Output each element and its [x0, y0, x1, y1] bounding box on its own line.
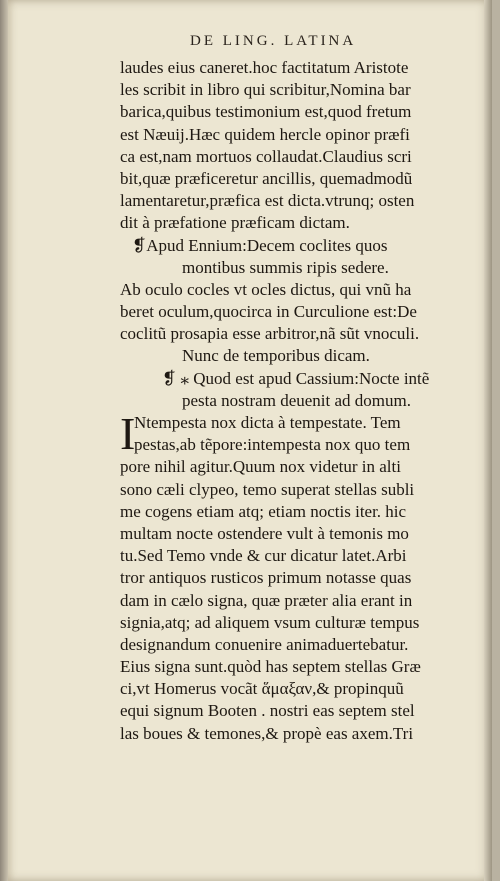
page-left-edge [0, 0, 8, 881]
text-line: Ab oculo cocles vt ocles dictus, qui vnũ ha [120, 279, 412, 299]
text-line: tu.Sed Temo vnde & cur dicatur latet.Arbi [120, 546, 407, 566]
text-line: designandum conuenire animaduertebatur. [120, 634, 409, 654]
text-line: pore nihil agitur.Quum nox videtur in alti [120, 457, 401, 477]
running-head: DE LING. LATINA [190, 33, 357, 49]
text-line: las boues & temones,& propè eas axem.Tri [120, 723, 414, 743]
text-line: lamentaretur,præfica est dicta.vtrunq; osten [120, 191, 415, 211]
text-line: equi signum Booten . nostri eas septem stel [120, 701, 415, 721]
text-line: laudes eius caneret.hoc factitatum Aristote [120, 58, 409, 77]
paragraph-with-dropcap [120, 408, 492, 459]
text-line: Nunc de temporibus dicam. [182, 346, 370, 366]
text-block [120, 57, 492, 745]
text-line: sono cæli clypeo, temo superat stellas subli [120, 479, 415, 499]
text-line: pesta nostram deuenit ad domum. [182, 390, 411, 410]
text-line: signia,atq; ad aliquem vsum culturæ tempus [120, 612, 420, 632]
text-line: pestas,ab tẽpore:intempesta nox quo tem [134, 435, 411, 455]
text-line: beret oculum,quocirca in Curculione est:De [120, 302, 417, 322]
text-line: est Næuij.Hæc quidem hercle opinor præfi [120, 124, 410, 144]
text-line: tror antiquos rusticos primum notasse quas [120, 568, 412, 588]
drop-cap: I [120, 408, 136, 459]
text-line: me cogens etiam atq; etiam noctis iter. hic [120, 501, 407, 521]
text-line: Eius signa sunt.quòd has septem stellas Græ [120, 657, 421, 677]
text-line: les scribit in libro qui scribitur,Nomina bar [120, 80, 411, 100]
text-line: ci,vt Homerus vocãt ἅμαξαν,& propinquũ [120, 679, 404, 699]
text-line: Ntempesta nox dicta à tempestate. Tem [134, 413, 401, 432]
text-line: montibus summis ripis sedere. [182, 257, 389, 277]
text-line: ❡ ⁎ Quod est apud Cassium:Nocte intẽ [162, 368, 430, 388]
text-line: dam in cælo signa, quæ præter alia erant in [120, 590, 413, 610]
text-line: coclitũ prosapia esse arbitror,nã sũt vnoculi. [120, 324, 420, 344]
text-line: dit à præfatione præficam dictam. [120, 213, 350, 233]
text-line: ca est,nam mortuos collaudat.Claudius scri [120, 146, 412, 166]
text-line: ❡Apud Ennium:Decem coclites quos [132, 235, 388, 255]
text-line: bit,quæ præficeretur ancillis, quemadmodũ [120, 168, 413, 188]
text-line: barica,quibus testimonium est,quod fretum [120, 102, 412, 122]
text-line: multam nocte ostendere vult à temonis mo [120, 523, 409, 543]
